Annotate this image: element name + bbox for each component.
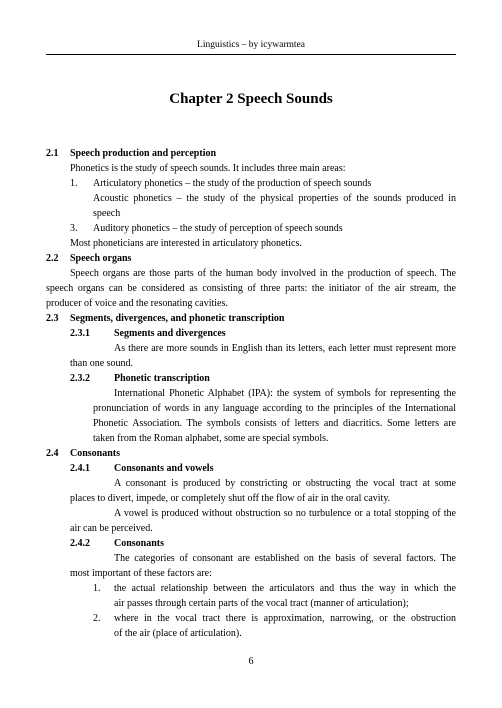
subsection-2-3-1-heading: 2.3.1 Segments and divergences — [70, 328, 226, 339]
list-item: 3. Auditory phonetics – the study of perception of speech sounds — [70, 223, 343, 234]
paragraph-line: places to divert, impede, or completely shut off the flow of air in the oral cavity. — [70, 493, 391, 504]
section-2-1-intro: Phonetics is the study of speech sounds. It includes three main areas: — [70, 163, 346, 174]
list-item-continuation: of the air (place of articulation). — [114, 628, 242, 639]
document-body — [46, 146, 456, 641]
paragraph-line: Phonetic Association. The symbols consists of letters and diacritics. Some letters are — [93, 418, 456, 429]
list-item: 1. Articulatory phonetics – the study of the production of speech sounds — [70, 178, 372, 189]
list-item: 2. where in the vocal tract there is approximation, narrowing, or the obstruction — [93, 613, 456, 624]
list-item-continuation: air passes through certain parts of the vocal tract (manner of articulation); — [114, 598, 409, 609]
paragraph-line: pronunciation of words in any language according to the principles of the International — [93, 403, 456, 414]
page-number: 6 — [248, 656, 254, 667]
paragraph-line: The categories of consonant are established on the basis of several factors. The — [114, 553, 456, 564]
list-item-continuation: speech — [93, 208, 121, 219]
paragraph-line: than one sound. — [70, 358, 134, 369]
section-2-3-heading: 2.3 Segments, divergences, and phonetic transcription — [46, 313, 285, 324]
paragraph-line: International Phonetic Alphabet (IPA): the system of symbols for representing the — [114, 388, 456, 399]
paragraph-line: air can be perceived. — [70, 523, 153, 534]
subsection-2-4-2-heading: 2.4.2 Consonants — [70, 538, 165, 549]
paragraph-line: producer of voice and the resonating cavities. — [46, 298, 228, 309]
paragraph-line: most important of these factors are: — [70, 568, 212, 579]
paragraph-line: speech organs can be considered as consisting of three parts: the initiator of the air stream, the — [46, 283, 456, 294]
list-item: 1. the actual relationship between the articulators and thus the way in which the — [93, 583, 456, 594]
section-2-2-heading: 2.2 Speech organs — [46, 253, 132, 264]
subsection-2-4-1-heading: 2.4.1 Consonants and vowels — [70, 463, 214, 474]
section-2-1-closing: Most phoneticians are interested in articulatory phonetics. — [70, 238, 302, 249]
paragraph-line: taken from the Roman alphabet, some are special symbols. — [93, 433, 329, 444]
paragraph-line: A consonant is produced by constricting or obstructing the vocal tract at some — [114, 478, 456, 489]
section-2-4-heading: 2.4 Consonants — [46, 448, 121, 459]
paragraph-line: A vowel is produced without obstruction so no turbulence or a total stopping of the — [114, 508, 456, 519]
paragraph-line: As there are more sounds in English than its letters, each letter must represent more — [114, 343, 456, 354]
chapter-title: Chapter 2 Speech Sounds — [169, 91, 333, 107]
header-rule — [46, 54, 456, 55]
subsection-2-3-2-heading: 2.3.2 Phonetic transcription — [70, 373, 210, 384]
section-2-1-heading: 2.1 Speech production and perception — [46, 148, 217, 159]
running-header: Linguistics – by icywarmtea — [197, 40, 305, 50]
list-item: Acoustic phonetics – the study of the physical properties of the sounds produced in — [93, 193, 456, 204]
paragraph-line: Speech organs are those parts of the human body involved in the production of speech. The — [70, 268, 456, 279]
